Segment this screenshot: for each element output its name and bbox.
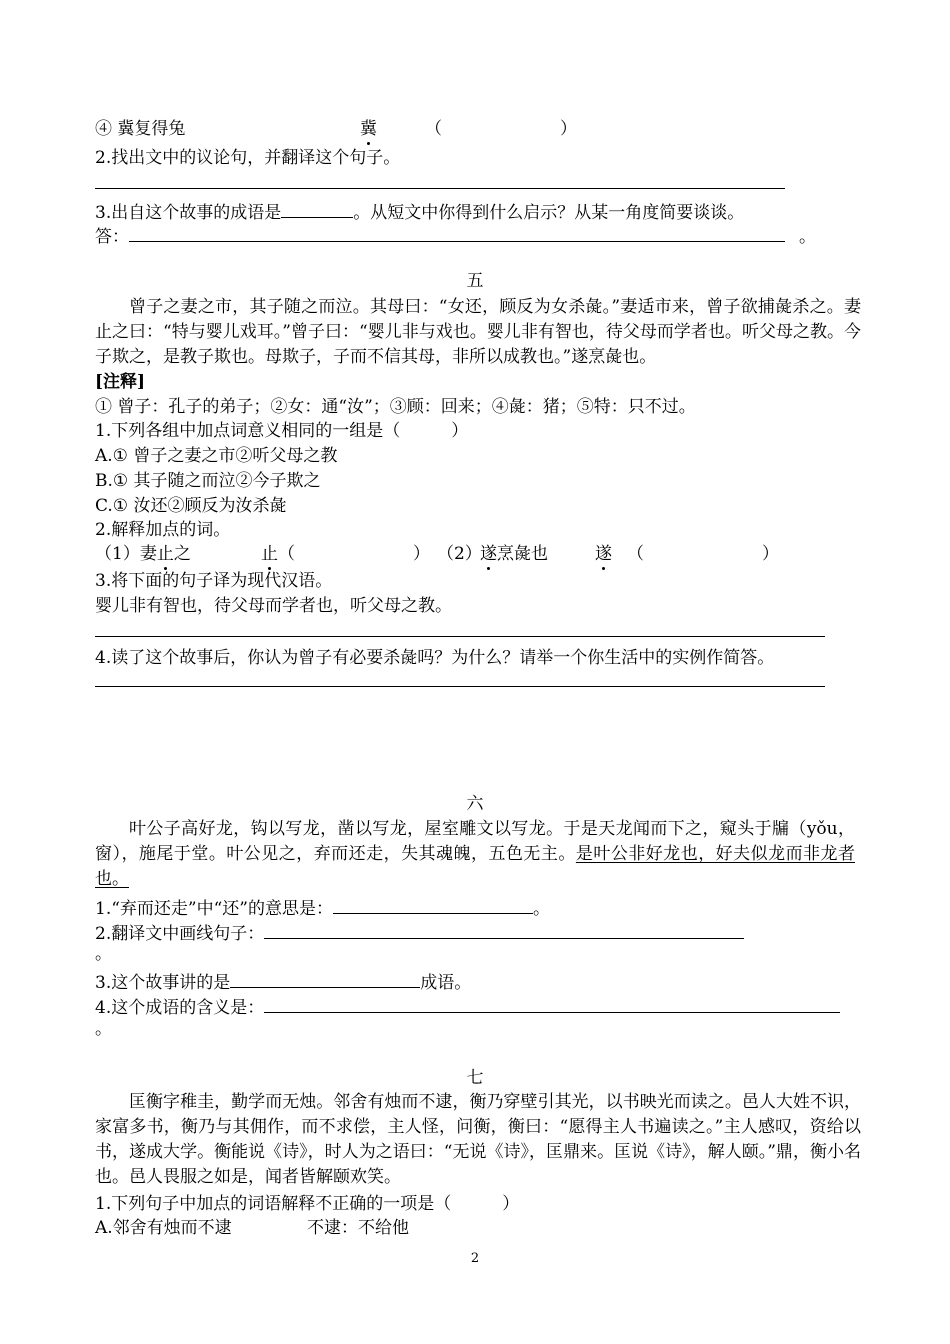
sec7-option-a-sentence: A.邻舍有烛而不逮 xyxy=(95,1218,232,1238)
sec5-q3: 3.将下面的句子译为现代汉语。 xyxy=(95,571,333,591)
idiom-blank[interactable] xyxy=(230,969,420,988)
meaning-blank[interactable] xyxy=(333,895,533,914)
answer-label: 答： xyxy=(95,227,129,247)
sec4-q1-item4-word: 冀 xyxy=(360,119,377,139)
sec6-passage-plain: 叶公子高好龙，钩以写龙，凿以写龙，屋室雕文以写龙。于是天龙闻而下之，窥头于牖（yǒu，窗），施尾于堂。叶公见之，弃而还走，失其魂魄，五色无主。 xyxy=(95,819,855,864)
sec7-option-a-explanation: 不逮：不给他 xyxy=(307,1218,409,1238)
sec5-notes-title: [注释] xyxy=(95,372,146,392)
sec4-q2: 2.找出文中的议论句，并翻译这个句子。 xyxy=(95,148,401,168)
sec7-passage: 匡衡字稚圭，勤学而无烛。邻舍有烛而不逮，衡乃穿壁引其光，以书映光而读之。邑人大姓不识，家富多书，衡乃与其佣作，而不求偿，主人怪，问衡，衡曰：“愿得主人书遍读之。”主人感叹，资给以书，遂成大学。衡能说《诗》，时人为之语曰：“无说《诗》，匡鼎来。匡说《诗》，解人颐。”鼎，衡小名也。邑人畏服之如是，闻者皆解颐欢笑。 xyxy=(95,1092,861,1187)
paren-open: （ xyxy=(425,119,442,139)
translation-blank[interactable] xyxy=(264,920,744,939)
sec4-q1-item4-text: ④ 冀复得兔 xyxy=(95,119,186,139)
answer-end: 。 xyxy=(799,227,816,247)
item-2-label: （2） xyxy=(437,544,482,564)
paren-close: ） xyxy=(762,544,779,564)
section-heading-5: 五 xyxy=(466,271,484,291)
sec6-q2-prefix: 2.翻译文中画线句子： xyxy=(95,924,265,944)
paren-close: ） xyxy=(560,119,577,139)
sec6-q1 xyxy=(95,895,550,917)
paren-open: （ xyxy=(278,544,295,564)
sec5-q1-option-a: A.① 曾子之妻之市②听父母之教 xyxy=(95,446,338,466)
item-1-label: （1） xyxy=(95,544,140,564)
sec5-q2: 2.解释加点的词。 xyxy=(95,520,231,540)
sec5-notes: ① 曾子：孔子的弟子；②女：通“汝”；③顾：回来；④彘：猪；⑤特：只不过。 xyxy=(95,397,696,417)
sec6-q4-prefix: 4.这个成语的含义是： xyxy=(95,998,265,1018)
sec5-q3-sentence: 婴儿非有智也，待父母而学者也，听父母之教。 xyxy=(95,596,452,616)
item-1-word: 止 xyxy=(261,544,278,564)
section-heading-6: 六 xyxy=(466,794,484,814)
sec7-q1-option-a xyxy=(95,1217,409,1239)
meaning-blank[interactable] xyxy=(264,994,840,1013)
sec4-answer xyxy=(95,223,816,245)
sec5-q1: 1.下列各组中加点词意义相同的一组是（ ） xyxy=(95,421,469,441)
sec6-q3 xyxy=(95,969,471,991)
sec6-q4-end: 。 xyxy=(95,1019,112,1039)
sec7-q1: 1.下列句子中加点的词语解释不正确的一项是（ ） xyxy=(95,1194,520,1214)
paren-close: ） xyxy=(413,544,430,564)
sec4-q3 xyxy=(95,199,744,221)
sec4-q1-item4 xyxy=(95,118,577,140)
sec5-q1-option-c: C.① 汝还②顾反为汝杀彘 xyxy=(95,496,287,516)
item-1-post: 之 xyxy=(173,544,191,564)
paren-open: （ xyxy=(627,544,644,564)
answer-line[interactable] xyxy=(95,686,825,687)
sec4-q3-prefix: 3.出自这个故事的成语是 xyxy=(95,203,282,223)
answer-line[interactable] xyxy=(95,188,785,189)
page-number: 2 xyxy=(470,1251,480,1266)
sec6-passage xyxy=(95,817,855,892)
answer-line[interactable] xyxy=(95,636,825,637)
section-heading-7: 七 xyxy=(466,1068,484,1088)
idiom-blank[interactable] xyxy=(281,199,353,218)
sec4-q3-suffix: 。从短文中你得到什么启示？从某一角度简要谈谈。 xyxy=(353,203,745,223)
sec6-underlined-sentence: 是叶公非好龙也，好夫似龙而非龙者也。 xyxy=(95,844,856,889)
sec6-q4 xyxy=(95,994,840,1016)
dotted-word-zhi: 止 xyxy=(156,544,174,564)
item-1-pre: 妻 xyxy=(139,544,157,564)
sec6-q2-end: 。 xyxy=(95,944,112,964)
item-2-word: 遂 xyxy=(595,544,612,564)
dotted-word-sui: 遂 xyxy=(480,544,497,564)
sec6-q2 xyxy=(95,920,744,942)
sec6-q1-prefix: 1.“弃而还走”中“还”的意思是： xyxy=(95,899,333,919)
sec6-q3-suffix: 成语。 xyxy=(420,973,472,993)
sec5-q1-option-b: B.① 其子随之而泣②今子欺之 xyxy=(95,471,321,491)
item-2-post: 烹彘也 xyxy=(497,544,548,564)
sec6-q3-prefix: 3.这个故事讲的是 xyxy=(95,973,231,993)
sec5-q2-items xyxy=(95,543,855,565)
sec5-q4: 4.读了这个故事后，你认为曾子有必要杀彘吗？为什么？请举一个你生活中的实例作简答。 xyxy=(95,648,775,668)
sec6-q1-suffix: 。 xyxy=(532,899,550,919)
answer-blank[interactable] xyxy=(129,223,785,242)
sec5-passage: 曾子之妻之市，其子随之而泣。其母曰：“女还，顾反为女杀彘。”妻适市来，曾子欲捕彘杀之。妻止之曰：“特与婴儿戏耳。”曾子曰：“婴儿非与戏也。婴儿非有智也，待父母而学者也。听父母之教。今子欺之，是教子欺也。母欺子，子而不信其母，非所以成教也。”遂烹彘也。 xyxy=(95,297,861,367)
